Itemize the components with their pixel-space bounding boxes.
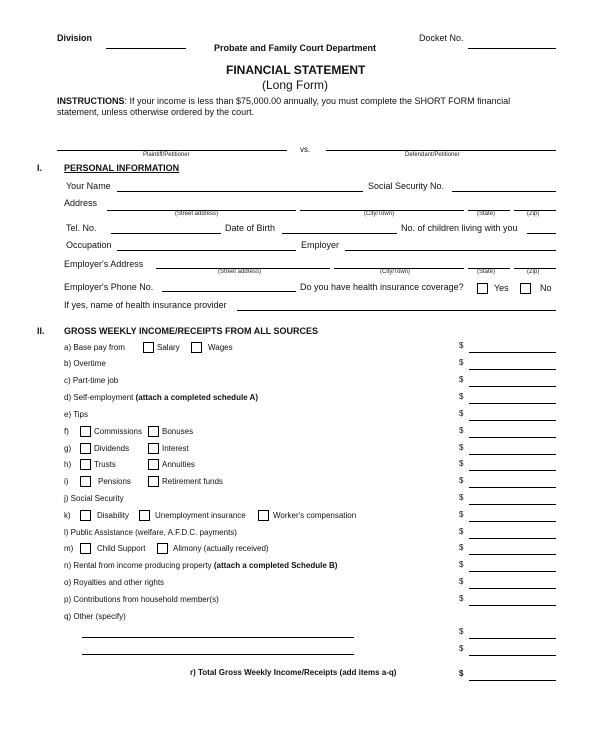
dollar-sign: $ xyxy=(459,577,464,586)
item-i-label: i) xyxy=(64,477,69,486)
dollar-sign: $ xyxy=(459,510,464,519)
amount-field-a[interactable] xyxy=(469,352,556,353)
instructions-line2: statement, unless otherwise ordered by the court. xyxy=(57,107,255,117)
ssn-label: Social Security No. xyxy=(368,181,445,191)
unemployment-checkbox[interactable] xyxy=(139,510,150,521)
occupation-label: Occupation xyxy=(66,240,112,250)
dollar-sign: $ xyxy=(459,341,464,350)
division-label: Division xyxy=(57,33,93,43)
occupation-field[interactable] xyxy=(117,250,296,251)
item-d-note: (attach a completed schedule A) xyxy=(135,393,258,402)
health-coverage-label: Do you have health insurance coverage? xyxy=(300,282,464,292)
other-specify-field-1[interactable] xyxy=(82,637,354,638)
bonuses-checkbox[interactable] xyxy=(148,426,159,437)
alimony-label: Alimony (actually received) xyxy=(173,544,269,553)
vs-label: vs. xyxy=(300,145,311,154)
amount-field-i[interactable] xyxy=(469,487,556,488)
health-no-label: No xyxy=(540,283,552,293)
division-field[interactable] xyxy=(106,48,186,49)
health-provider-field[interactable] xyxy=(237,310,556,311)
docket-label: Docket No. xyxy=(419,33,464,43)
employer-street-caption: (Street address) xyxy=(218,269,262,275)
health-no-checkbox[interactable] xyxy=(520,283,531,294)
salary-checkbox[interactable] xyxy=(143,342,154,353)
alimony-checkbox[interactable] xyxy=(157,543,168,554)
dob-field[interactable] xyxy=(282,233,397,234)
section2-numeral: II. xyxy=(37,326,45,336)
amount-field-l[interactable] xyxy=(469,538,556,539)
item-o-label: o) Royalties and other rights xyxy=(64,578,165,587)
amount-field-c[interactable] xyxy=(469,386,556,387)
amount-field-n[interactable] xyxy=(469,571,556,572)
dollar-sign: $ xyxy=(459,443,464,452)
disability-label: Disability xyxy=(97,511,130,520)
your-name-field[interactable] xyxy=(117,191,363,192)
item-d-label xyxy=(64,393,258,402)
instructions-label: INSTRUCTIONS xyxy=(57,96,125,106)
bonuses-label: Bonuses xyxy=(162,427,194,436)
amount-field-d[interactable] xyxy=(469,403,556,404)
section1-numeral: I. xyxy=(37,163,43,173)
defendant-label: Defendant/Petitioner xyxy=(405,152,460,158)
amount-field-k[interactable] xyxy=(469,521,556,522)
ssn-field[interactable] xyxy=(452,191,556,192)
dividends-label: Dividends xyxy=(94,444,130,453)
dollar-sign: $ xyxy=(459,375,464,384)
workers-comp-checkbox[interactable] xyxy=(258,510,269,521)
plaintiff-label: Plaintiff/Petitioner xyxy=(143,152,190,158)
child-support-checkbox[interactable] xyxy=(80,543,91,554)
amount-field-q1[interactable] xyxy=(469,638,556,639)
item-d-text: d) Self-employment xyxy=(64,393,134,402)
dollar-sign: $ xyxy=(459,358,464,367)
pensions-checkbox[interactable] xyxy=(80,476,91,487)
item-j-label: j) Social Security xyxy=(64,494,124,503)
disability-checkbox[interactable] xyxy=(80,510,91,521)
trusts-label: Trusts xyxy=(94,460,116,469)
item-e-label: e) Tips xyxy=(64,410,89,419)
amount-field-total[interactable] xyxy=(469,680,556,681)
dollar-sign: $ xyxy=(459,560,464,569)
item-c-label: c) Part-time job xyxy=(64,376,119,385)
wages-checkbox[interactable] xyxy=(191,342,202,353)
defendant-field[interactable] xyxy=(326,150,556,151)
plaintiff-field[interactable] xyxy=(57,150,287,151)
instructions-text: : If your income is less than $75,000.00 annually, you must complete the SHORT FORM financial xyxy=(124,96,511,106)
docket-field[interactable] xyxy=(468,48,556,49)
amount-field-e[interactable] xyxy=(469,420,556,421)
dollar-sign: $ xyxy=(459,409,464,418)
dollar-sign: $ xyxy=(459,627,464,636)
dollar-sign: $ xyxy=(459,669,464,678)
dollar-sign: $ xyxy=(459,459,464,468)
section2-heading: GROSS WEEKLY INCOME/RECEIPTS FROM ALL SOURCES xyxy=(64,326,319,336)
commissions-checkbox[interactable] xyxy=(80,426,91,437)
amount-field-b[interactable] xyxy=(469,369,556,370)
dollar-sign: $ xyxy=(459,426,464,435)
city-caption: (City/Town) xyxy=(364,211,395,217)
amount-field-h[interactable] xyxy=(469,470,556,471)
dollar-sign: $ xyxy=(459,476,464,485)
item-g-label: g) xyxy=(64,444,72,453)
health-yes-checkbox[interactable] xyxy=(477,283,488,294)
item-m-label: m) xyxy=(64,544,74,553)
dollar-sign: $ xyxy=(459,543,464,552)
employer-phone-label: Employer's Phone No. xyxy=(64,282,154,292)
child-support-label: Child Support xyxy=(97,544,146,553)
dollar-sign: $ xyxy=(459,493,464,502)
interest-label: Interest xyxy=(162,444,189,453)
annuities-checkbox[interactable] xyxy=(148,459,159,470)
dollar-sign: $ xyxy=(459,392,464,401)
form-title: FINANCIAL STATEMENT xyxy=(226,63,366,77)
item-n-note: (attach a completed Schedule B) xyxy=(213,561,338,570)
health-provider-label: If yes, name of health insurance provider xyxy=(64,300,227,310)
amount-field-p[interactable] xyxy=(469,605,556,606)
amount-field-q2[interactable] xyxy=(469,655,556,656)
item-k-label: k) xyxy=(64,511,71,520)
department-label: Probate and Family Court Department xyxy=(214,43,377,53)
employer-zip-caption: (Zip) xyxy=(527,269,540,275)
retirement-checkbox[interactable] xyxy=(148,476,159,487)
item-h-label: h) xyxy=(64,460,72,469)
amount-field-o[interactable] xyxy=(469,588,556,589)
children-label: No. of children living with you xyxy=(401,223,518,233)
amount-field-g[interactable] xyxy=(469,454,556,455)
salary-label: Salary xyxy=(157,343,180,352)
dollar-sign: $ xyxy=(459,594,464,603)
commissions-label: Commissions xyxy=(94,427,143,436)
workers-comp-label: Worker's compensation xyxy=(273,511,357,520)
amount-field-f[interactable] xyxy=(469,437,556,438)
employer-city-caption: (City/Town) xyxy=(380,269,411,275)
item-n-label xyxy=(64,561,337,570)
item-b-label: b) Overtime xyxy=(64,359,106,368)
amount-field-m[interactable] xyxy=(469,554,556,555)
instructions-line1 xyxy=(57,96,510,106)
amount-field-j[interactable] xyxy=(469,504,556,505)
trusts-checkbox[interactable] xyxy=(80,459,91,470)
employer-field[interactable] xyxy=(345,250,556,251)
street-address-caption: (Street address) xyxy=(175,211,219,217)
item-n-text: n) Rental from income producing property xyxy=(64,561,212,570)
employer-state-caption: (State) xyxy=(477,269,496,275)
health-yes-label: Yes xyxy=(494,283,509,293)
dollar-sign: $ xyxy=(459,527,464,536)
state-caption: (State) xyxy=(477,211,496,217)
item-r-label: r) Total Gross Weekly Income/Receipts (add items a-q) xyxy=(190,668,397,677)
employer-label: Employer xyxy=(301,240,340,250)
wages-label: Wages xyxy=(208,343,233,352)
pensions-label: Pensions xyxy=(98,477,131,486)
item-f-label: f) xyxy=(64,427,69,436)
item-a-label: a) Base pay from xyxy=(64,343,125,352)
interest-checkbox[interactable] xyxy=(148,443,159,454)
children-field[interactable] xyxy=(527,233,556,234)
item-l-label: l) Public Assistance (welfare, A.F.D.C. payments) xyxy=(64,528,237,537)
zip-caption: (Zip) xyxy=(527,211,540,217)
retirement-label: Retirement funds xyxy=(162,477,223,486)
address-label: Address xyxy=(64,198,98,208)
other-specify-field-2[interactable] xyxy=(82,654,354,655)
unemployment-label: Unemployment insurance xyxy=(155,511,246,520)
item-q-label: q) Other (specify) xyxy=(64,612,126,621)
dollar-sign: $ xyxy=(459,644,464,653)
tel-label: Tel. No. xyxy=(66,223,97,233)
dividends-checkbox[interactable] xyxy=(80,443,91,454)
section1-heading: PERSONAL INFORMATION xyxy=(64,163,180,173)
annuities-label: Annuities xyxy=(162,460,195,469)
dob-label: Date of Birth xyxy=(225,223,276,233)
form-subtitle: (Long Form) xyxy=(262,78,329,92)
employer-address-label: Employer's Address xyxy=(64,259,144,269)
employer-phone-field[interactable] xyxy=(162,291,296,292)
tel-field[interactable] xyxy=(111,233,221,234)
item-p-label: p) Contributions from household member(s) xyxy=(64,595,219,604)
your-name-label: Your Name xyxy=(66,181,111,191)
